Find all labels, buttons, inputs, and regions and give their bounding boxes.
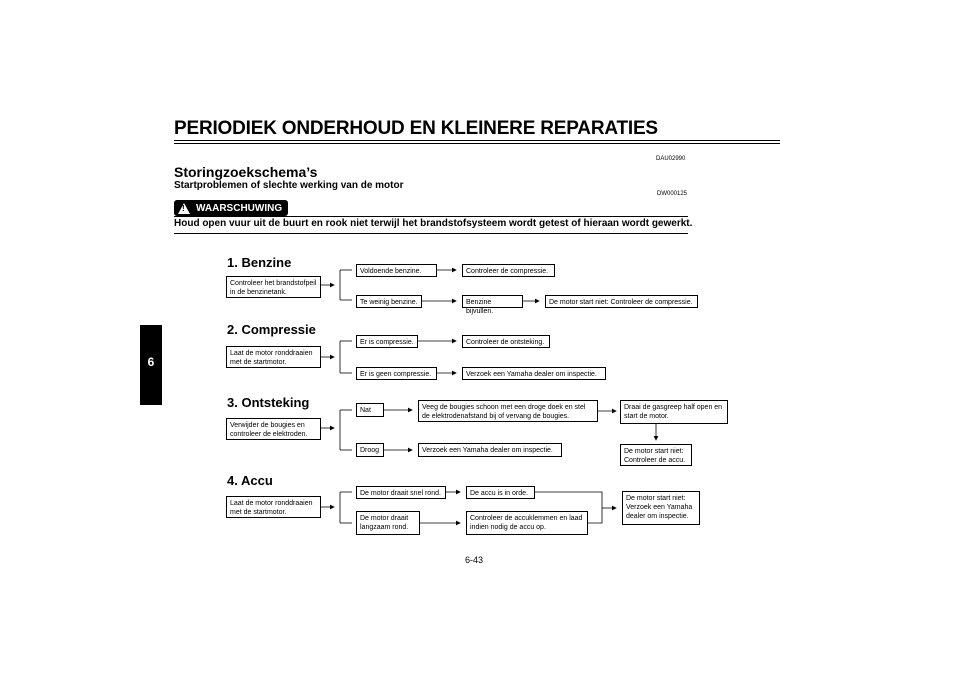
ontsteking-wet-action-box: Veeg de bougies schoon met een droge doek en stel de elektrodenafstand bij of vervang de bougies. [418,400,598,422]
page-number: 6-43 [465,555,484,565]
compressie-bad-action-box: Verzoek een Yamaha dealer om inspectie. [462,367,606,380]
accu-start-box: Laat de motor ronddraaien met de startmotor. [226,496,321,518]
section-subheading: Startproblemen of slechte werking van de motor [174,180,404,191]
doc-code-dw: DW000125 [657,191,688,197]
ontsteking-wet-box: Nat [356,403,384,417]
accu-slow-box: De motor draait langzaam rond. [356,511,420,535]
accu-slow-action-box: Controleer de accuklemmen en laad indien nodig de accu op. [466,511,588,535]
benzine-ok-action-box: Controleer de compressie. [462,264,555,277]
doc-code-dau: DAU02990 [656,156,686,162]
ontsteking-dry-box: Droog [356,443,384,457]
flow-title-accu: 4. Accu [227,473,273,488]
accu-fast-box: De motor draait snel rond. [356,486,446,499]
flow-title-benzine: 1. Benzine [227,255,292,270]
compressie-ok-box: Er is compressie. [356,335,418,348]
benzine-bad-result-box: De motor start niet: Controleer de compressie. [545,295,698,308]
benzine-start-box: Controleer het brandstofpeil in de benzinetank. [226,276,321,298]
benzine-ok-box: Voldoende benzine. [356,264,437,277]
chapter-tab-label: 6 [147,355,155,369]
ontsteking-start-box: Verwijder de bougies en controleer de elektroden. [226,418,321,440]
compressie-bad-box: Er is geen compressie. [356,367,437,380]
page-title: PERIODIEK ONDERHOUD EN KLEINERE REPARATIES [174,118,658,139]
accu-result-box: De motor start niet: Verzoek een Yamaha dealer om inspectie. [622,491,700,525]
compressie-start-box: Laat de motor ronddraaien met de startmotor. [226,346,321,368]
flow-title-ontsteking: 3. Ontsteking [227,395,310,410]
ontsteking-dry-action-box: Verzoek een Yamaha dealer om inspectie. [418,443,562,457]
warning-badge-label: WAARSCHUWING [196,202,283,214]
ontsteking-wet-next-box: Draai de gasgreep half open en start de motor. [620,400,728,424]
compressie-ok-action-box: Controleer de ontsteking. [462,335,550,348]
accu-fast-action-box: De accu is in orde. [466,486,535,499]
section-heading: Storingzoekschema’s [174,164,318,180]
flow-title-compressie: 2. Compressie [227,322,316,337]
warning-text: Houd open vuur uit de buurt en rook niet terwijl het brandstofsysteem wordt getest of hieraan wordt gewerkt. [174,218,693,229]
benzine-bad-action-box: Benzine bijvullen. [462,295,523,308]
ontsteking-wet-result-box: De motor start niet: Controleer de accu. [620,444,692,466]
benzine-bad-box: Te weinig benzine. [356,295,422,308]
warning-triangle-icon: ! [178,203,190,214]
